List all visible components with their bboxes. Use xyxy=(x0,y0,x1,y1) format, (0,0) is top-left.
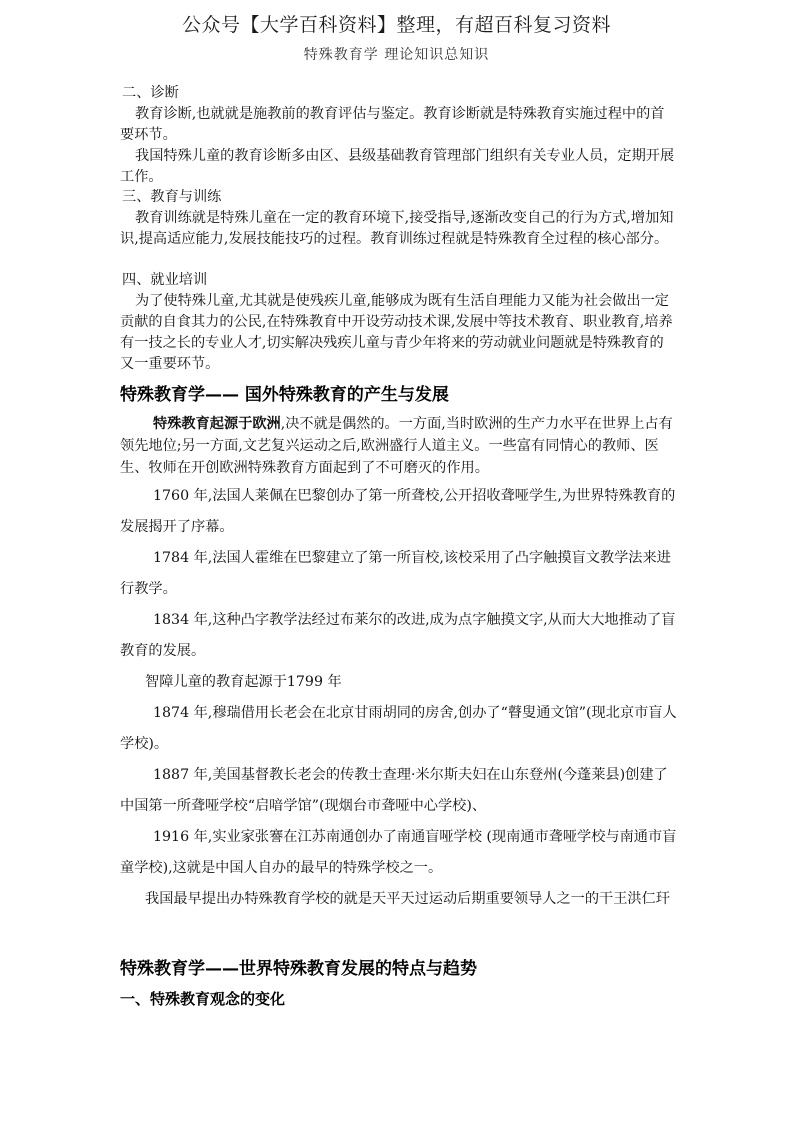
section-heading-world: 特殊教育学——世界特殊教育发展的特点与趋势 xyxy=(120,959,477,979)
subheading-concept: 一、特殊教育观念的变化 xyxy=(120,990,286,1008)
header-subtitle: 特殊教育学 理论知识总知识 xyxy=(303,47,490,63)
diagnosis-block xyxy=(120,104,675,188)
section-label-diagnosis: 二、诊断 xyxy=(122,85,179,101)
paragraph-1887: 1887 年,美国基督教长老会的传教士查理·米尔斯夫妇在山东登州(今蓬莱县)创建了中国第一所聋哑学校“启喑学馆”(现烟台市聋哑中心学校)、 xyxy=(120,767,668,814)
paragraph: 为了使特殊儿童,尤其就是使残疾儿童,能够成为既有生活自理能力又能为社会做出一定贡献的自食其力的公民,在特殊教育中开设劳动技术课,发展中等技术教育、职业教育,培养有一技之长的专业人才,切实解决残疾儿童与青少年将来的劳动就业问题就是特殊教育的又一重要环节。 xyxy=(120,293,673,372)
paragraph-hong: 我国最早提出办特殊教育学校的就是天平天过运动后期重要领导人之一的干王洪仁玕 xyxy=(145,891,670,907)
employment-block xyxy=(120,291,675,375)
paragraph-1916: 1916 年,实业家张謇在江苏南通创办了南通盲哑学校 (现南通市聋哑学校与南通市盲童学校),这就是中国人自办的最早的特殊学校之一。 xyxy=(120,829,677,876)
paragraph-1834: 1834 年,这种凸字教学法经过布莱尔的改进,成为点字触摸文字,从而大大地推动了盲教育的发展。 xyxy=(120,612,676,659)
bold-lead: 特殊教育起源于欧洲 xyxy=(153,416,281,432)
paragraph-text: ,决不就是偶然的。一方面,当时欧洲的生产力水平在世界上占有领先地位;另一方面,文艺复兴运动之后,欧洲盛行人道主义。一些富有同情心的教师、医生、牧师在开创欧洲特殊教育方面起到了不可磨灭的作用。 xyxy=(120,416,673,476)
section-heading-foreign: 特殊教育学—— 国外特殊教育的产生与发展 xyxy=(120,385,449,405)
paragraph: 教育诊断,也就就是施教前的教育评估与鉴定。教育诊断就是特殊教育实施过程中的首要环节。 xyxy=(120,106,665,143)
paragraph-1760: 1760 年,法国人莱佩在巴黎创办了第一所聋校,公开招收聋哑学生,为世界特殊教育的发展揭开了序幕。 xyxy=(120,488,676,535)
header-banner: 公众号【大学百科资料】整理，有超百科复习资料 xyxy=(181,14,611,36)
paragraph: 教育训练就是特殊儿童在一定的教育环境下,接受指导,逐渐改变自己的行为方式,增加知识,提高适应能力,发展技能技巧的过程。教育训练过程就是特殊教育全过程的核心部分。 xyxy=(120,210,674,247)
paragraph-1799: 智障儿童的教育起源于1799 年 xyxy=(145,674,342,690)
section-label-training: 三、教育与训练 xyxy=(122,189,222,205)
history-list xyxy=(120,481,680,915)
section-label-employment: 四、就业培训 xyxy=(122,272,208,288)
paragraph-1874: 1874 年,穆瑞借用长老会在北京甘雨胡同的房舍,创办了“瞽叟通文馆”(现北京市盲人学校)。 xyxy=(120,705,677,752)
paragraph: 我国特殊儿童的教育诊断多由区、县级基础教育管理部门组织有关专业人员，定期开展工作。 xyxy=(120,148,675,185)
paragraph-1784: 1784 年,法国人霍维在巴黎建立了第一所盲校,该校采用了凸字触摸盲文教学法来进行教学。 xyxy=(120,550,671,597)
training-block xyxy=(120,208,675,250)
europe-origin-paragraph xyxy=(120,413,680,479)
